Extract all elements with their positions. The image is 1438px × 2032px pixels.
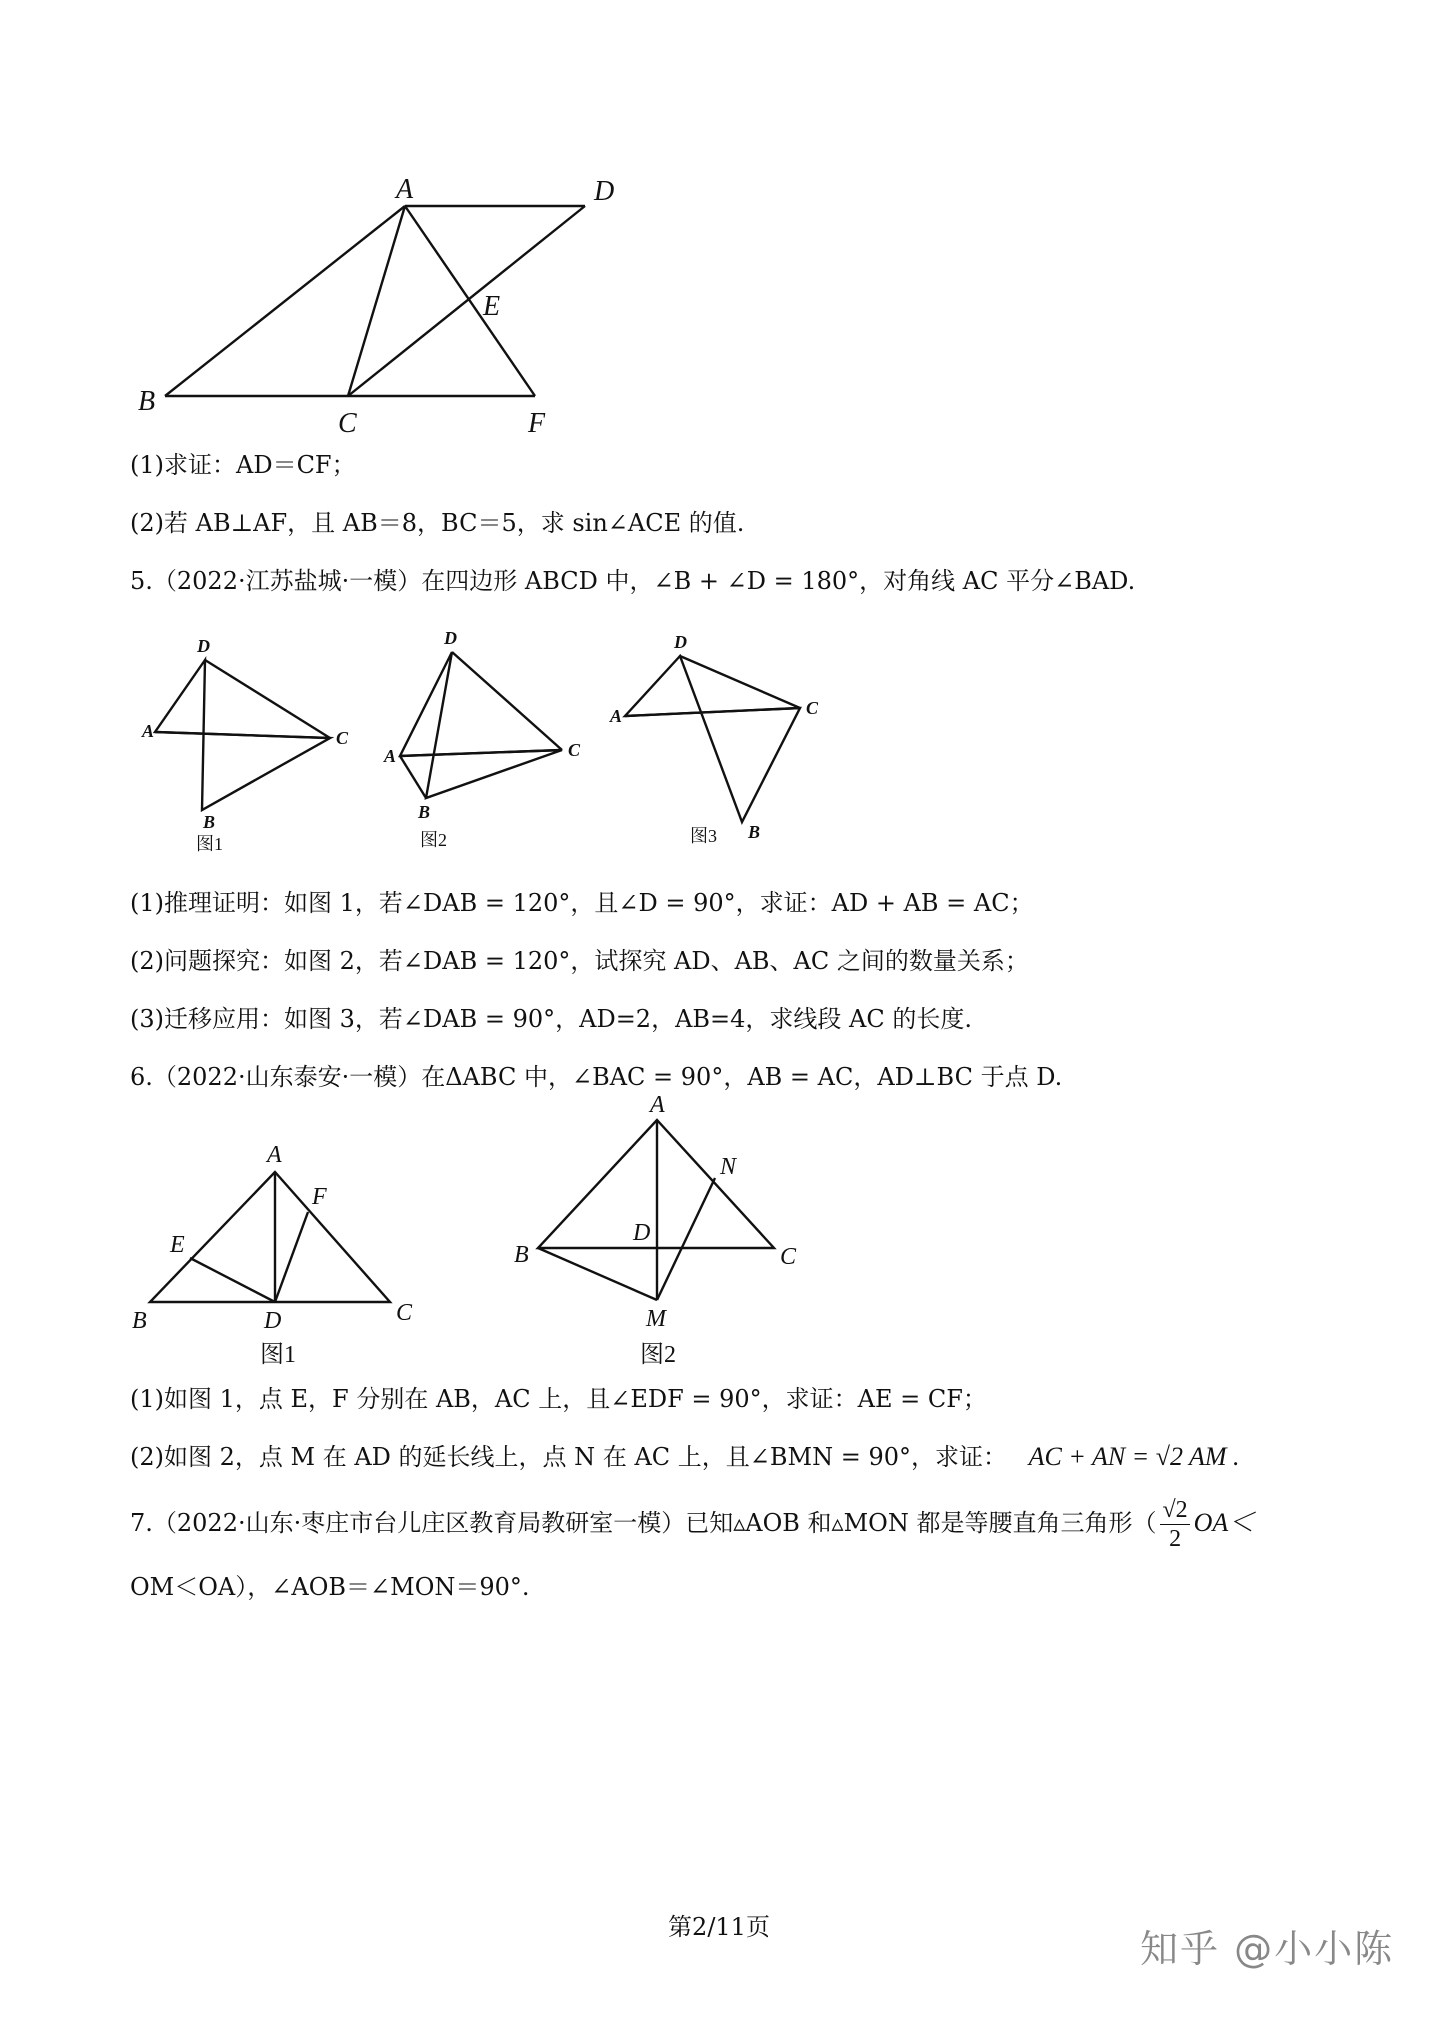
label-A: A — [396, 174, 414, 205]
fig2-caption: 图2 — [420, 830, 447, 850]
q7-stem-a: 7.（2022·山东·枣庄市台儿庄区教育局教研室一模）已知▵AOB 和▵MON 都是等腰直角三角形（ — [130, 1509, 1157, 1537]
fig3-label-A: A — [610, 706, 623, 726]
q6-fig2-label-D: D — [633, 1220, 651, 1246]
fig2-label-D: D — [444, 628, 457, 648]
label-C: C — [338, 408, 357, 439]
q6-fig1-label-B: B — [132, 1308, 147, 1334]
label-B: B — [138, 386, 156, 417]
q6-part1: (1)如图 1，点 E，F 分别在 AB，AC 上，且∠EDF = 90°，求证：AE = CF； — [130, 1385, 987, 1413]
watermark: 知乎 @小小陈 — [1140, 1927, 1395, 1971]
label-D: D — [594, 176, 615, 207]
fig1-label-C: C — [336, 728, 349, 748]
q6-fig2-label-A: A — [650, 1092, 665, 1118]
q6-fig2-label-N: N — [720, 1154, 737, 1180]
fig3-label-D: D — [674, 632, 687, 652]
q4-part1: (1)求证：AD＝CF； — [130, 451, 356, 479]
q7-frac-den: 2 — [1169, 1526, 1182, 1552]
q7-stem-b: OA＜ — [1193, 1508, 1255, 1537]
q6-part2-text: (2)如图 2，点 M 在 AD 的延长线上，点 N 在 AC 上，且∠BMN = 90°，求证： — [130, 1443, 1007, 1471]
q7-stem — [130, 1496, 1254, 1553]
q6-figures — [130, 1092, 850, 1370]
q6-fig2-label-B: B — [514, 1242, 529, 1268]
q6-fig2-label-C: C — [780, 1244, 797, 1270]
q6-stem: 6.（2022·山东泰安·一模）在ΔABC 中，∠BAC = 90°，AB = AC，AD⊥BC 于点 D. — [130, 1063, 1063, 1091]
fig2-label-A: A — [384, 746, 397, 766]
fig1-label-D: D — [197, 636, 210, 656]
q6-fig1-label-D: D — [264, 1308, 282, 1334]
fig1-label-B: B — [203, 812, 216, 832]
fig3-caption: 图3 — [690, 826, 717, 846]
q6-fig1-label-F: F — [312, 1184, 327, 1210]
fig1-caption: 图1 — [196, 834, 223, 854]
fig1-label-A: A — [142, 721, 155, 741]
q6-fig1-label-A: A — [267, 1142, 282, 1168]
page-number: 第2/11页 — [668, 1913, 770, 1941]
label-F: F — [528, 408, 546, 439]
q5-part3: (3)迁移应用：如图 3，若∠DAB = 90°，AD=2，AB=4，求线段 AC 的长度. — [130, 1005, 973, 1033]
q6-fig2-label-M: M — [646, 1306, 666, 1332]
q7-frac-num: √2 — [1162, 1497, 1188, 1523]
fig3-label-C: C — [806, 698, 819, 718]
q7-fraction — [1160, 1496, 1189, 1553]
q4-part2: (2)若 AB⊥AF，且 AB＝8，BC＝5，求 sin∠ACE 的值. — [130, 509, 745, 537]
q6-fig1-label-E: E — [170, 1232, 185, 1258]
q5-part2: (2)问题探究：如图 2，若∠DAB = 120°，试探究 AD、AB、AC 之间的数量关系； — [130, 947, 1029, 975]
q5-part1: (1)推理证明：如图 1，若∠DAB = 120°，且∠D = 90°，求证：AD + AB = AC； — [130, 889, 1034, 917]
fig2-label-C: C — [568, 740, 581, 760]
q7-line2: OM＜OA），∠AOB＝∠MON＝90°. — [130, 1573, 530, 1601]
q6-part2-formula: AC + AN = √2 AM . — [1028, 1442, 1240, 1471]
q6-fig2-caption: 图2 — [640, 1342, 676, 1368]
figure-quadrilateral-abcdef — [130, 170, 650, 440]
fig3-label-B: B — [748, 822, 761, 842]
fig2-label-B: B — [418, 802, 431, 822]
q6-fig1-caption: 图1 — [260, 1342, 296, 1368]
label-E: E — [483, 291, 501, 322]
q6-fig1-label-C: C — [396, 1300, 413, 1326]
q5-stem: 5.（2022·江苏盐城·一模）在四边形 ABCD 中，∠B + ∠D = 180°，对角线 AC 平分∠BAD. — [130, 567, 1136, 595]
q6-part2 — [130, 1442, 1240, 1472]
q5-figures — [130, 630, 850, 860]
